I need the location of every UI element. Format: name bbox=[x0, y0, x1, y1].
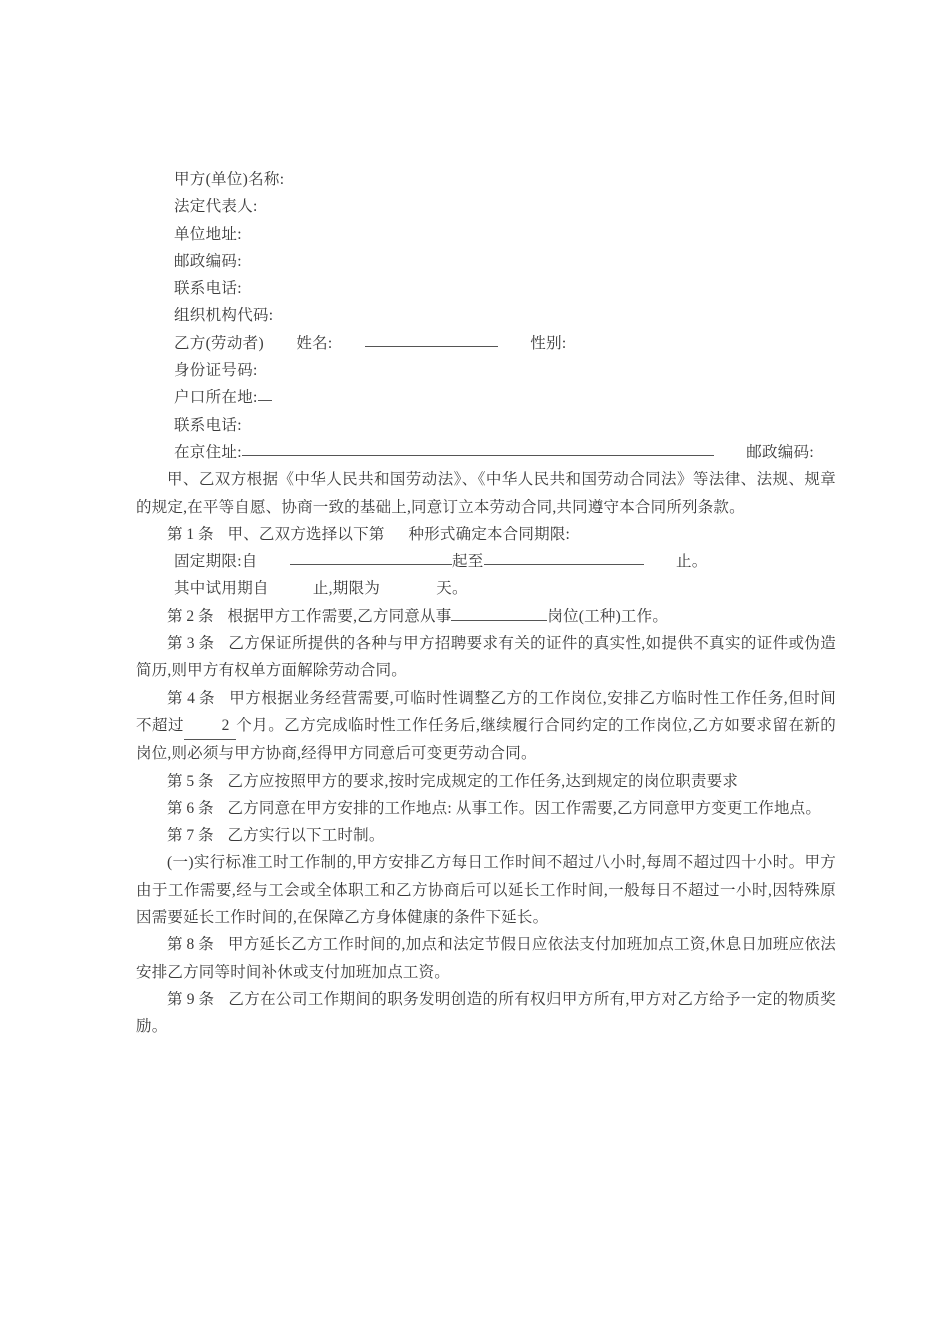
article-text-before: 甲、乙双方选择以下第 bbox=[227, 525, 385, 543]
probation-label: 其中试用期自 bbox=[174, 580, 269, 598]
field-label: 法定代表人: bbox=[174, 198, 258, 216]
field-org-code bbox=[136, 302, 836, 329]
field-label: 邮政编码: bbox=[174, 252, 242, 270]
article-text-before: 根据甲方工作需要,乙方同意从事 bbox=[227, 607, 452, 625]
document-content bbox=[136, 166, 836, 1041]
preamble-paragraph: 甲、乙双方根据《中华人民共和国劳动法》、《中华人民共和国劳动合同法》等法律、法规、规章的规定,在平等自愿、协商一致的基础上,同意订立本劳动合同,共同遵守本合同所列条款。 bbox=[136, 471, 836, 516]
field-party-b-phone bbox=[136, 412, 836, 439]
article-7 bbox=[136, 822, 836, 849]
article-text-after: 个月。乙方完成临时性工作任务后,继续履行合同约定的工作岗位,乙方如要求留在新的岗位,则必须与甲方协商,经得甲方同意后可变更劳动合同。 bbox=[136, 716, 836, 763]
probation-mid-label: 止,期限为 bbox=[312, 580, 381, 598]
article-5 bbox=[136, 768, 836, 795]
field-label: 身份证号码: bbox=[174, 362, 258, 380]
fixed-term-row bbox=[136, 548, 836, 575]
article-text: 乙方应按照甲方的要求,按时完成规定的工作任务,达到规定的岗位职责要求 bbox=[227, 772, 739, 790]
field-id-number bbox=[136, 357, 836, 384]
party-b-name-input[interactable] bbox=[365, 331, 498, 347]
field-party-a-name bbox=[136, 166, 836, 193]
article-number: 第 3 条 bbox=[167, 635, 215, 653]
field-legal-representative bbox=[136, 193, 836, 220]
field-label-gender: 性别: bbox=[530, 334, 567, 352]
fixed-term-from-input[interactable] bbox=[290, 549, 452, 565]
article-text-before: 甲方根据业务经营需要,可临时性调整乙方的工作岗位,安排乙方临时性工作任务,但时间不超过 bbox=[136, 689, 836, 734]
field-label: 组织机构代码: bbox=[174, 307, 274, 325]
article-8 bbox=[136, 931, 836, 986]
probation-end-label: 天。 bbox=[436, 580, 468, 598]
field-label-postcode: 邮政编码: bbox=[746, 443, 814, 461]
field-label: 姓名: bbox=[296, 334, 333, 352]
field-company-address bbox=[136, 221, 836, 248]
field-label: 户口所在地: bbox=[174, 389, 258, 407]
fixed-term-to-input[interactable] bbox=[484, 549, 644, 565]
article-number: 第 6 条 bbox=[167, 799, 214, 817]
article-number: 第 1 条 bbox=[167, 525, 214, 543]
article-text: 乙方保证所提供的各种与甲方招聘要求有关的证件的真实性,如提供不真实的证件或伪造简历,则甲方有权单方面解除劳动合同。 bbox=[136, 635, 836, 680]
field-company-postcode bbox=[136, 248, 836, 275]
job-post-input[interactable] bbox=[451, 620, 547, 621]
article-number: 第 8 条 bbox=[167, 936, 214, 954]
article-2 bbox=[136, 603, 836, 630]
fixed-term-mid-label: 起至 bbox=[451, 553, 484, 571]
field-label: 联系电话: bbox=[174, 416, 242, 434]
article-text-after: 岗位(工种)工作。 bbox=[547, 607, 669, 625]
household-location-input[interactable] bbox=[258, 385, 272, 401]
field-beijing-address-row bbox=[136, 439, 836, 466]
fixed-term-end-label: 止。 bbox=[675, 553, 708, 571]
article-number: 第 5 条 bbox=[167, 772, 214, 790]
article-text-after: 种形式确定本合同期限: bbox=[408, 525, 571, 543]
fixed-term-label: 固定期限:自 bbox=[174, 553, 258, 571]
field-label: 单位地址: bbox=[174, 225, 242, 243]
article-9 bbox=[136, 986, 836, 1041]
field-party-b-name-row bbox=[136, 330, 836, 357]
field-household-location bbox=[136, 384, 836, 411]
article-6 bbox=[136, 795, 836, 822]
article-text: 乙方在公司工作期间的职务发明创造的所有权归甲方所有,甲方对乙方给予一定的物质奖励。 bbox=[136, 990, 836, 1036]
article-3 bbox=[136, 630, 836, 685]
article-text: 乙方实行以下工时制。 bbox=[227, 827, 385, 845]
article-4 bbox=[136, 685, 836, 768]
article-7-clause-1: (一)实行标准工时工作制的,甲方安排乙方每日工作时间不超过八小时,每周不超过四十小时。甲方由于工作需要,经与工会或全体职工和乙方协商后可以延长工作时间,一般每日不超过一小时,因特殊原因需要延长工作时间的,在保障乙方身体健康的条件下延长。 bbox=[136, 854, 836, 927]
article-1-heading bbox=[136, 521, 836, 548]
party-b-prefix-label: 乙方(劳动者) bbox=[174, 334, 264, 352]
probation-row bbox=[136, 575, 836, 602]
article-text: 甲方延长乙方工作时间的,加点和法定节假日应依法支付加班加点工资,休息日加班应依法安排乙方同等时间补休或支付加班加点工资。 bbox=[136, 936, 836, 981]
beijing-address-input[interactable] bbox=[242, 440, 714, 456]
field-company-phone bbox=[136, 275, 836, 302]
article-number: 第 9 条 bbox=[167, 990, 215, 1008]
field-label: 在京住址: bbox=[174, 443, 242, 461]
article-number: 第 2 条 bbox=[167, 607, 214, 625]
article-number: 第 7 条 bbox=[167, 827, 214, 845]
field-label: 联系电话: bbox=[174, 280, 242, 298]
field-label: 甲方(单位)名称: bbox=[174, 171, 285, 188]
temporary-months-input[interactable]: 2 bbox=[184, 712, 236, 740]
article-text: 乙方同意在甲方安排的工作地点: 从事工作。因工作需要,乙方同意甲方变更工作地点。 bbox=[227, 799, 822, 817]
article-number: 第 4 条 bbox=[167, 689, 215, 707]
